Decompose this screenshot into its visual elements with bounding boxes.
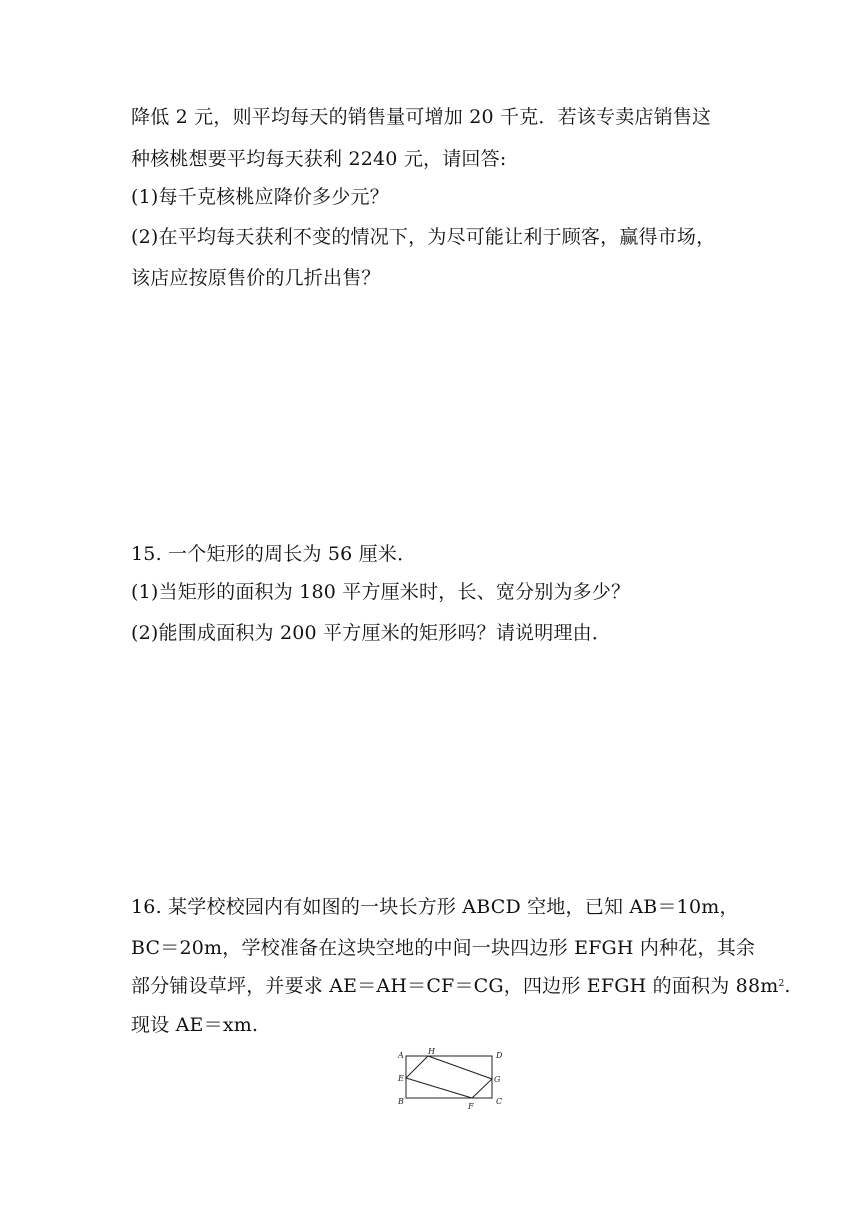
label-c: C <box>496 1097 503 1106</box>
label-e: E <box>398 1074 404 1083</box>
problem14-line1: 降低 2 元，则平均每天的销售量可增加 20 千克．若该专卖店销售这 <box>131 106 712 128</box>
rectangle-figure <box>392 1046 512 1116</box>
area-unit-exponent: 2 <box>778 979 785 989</box>
rectangle-diagram <box>392 1046 512 1116</box>
label-f: F <box>468 1102 474 1111</box>
quadrilateral-efgh <box>406 1056 492 1098</box>
problem16-line4: 现设 AE＝xm. <box>131 1014 259 1036</box>
problem15-question2: (2)能围成面积为 200 平方厘米的矩形吗？请说明理由． <box>131 622 612 644</box>
label-h: H <box>428 1047 435 1056</box>
problem16-line2: BC＝20m，学校准备在这块空地的中间一块四边形 EFGH 内种花，其余 <box>131 937 756 959</box>
label-a: A <box>398 1051 404 1060</box>
problem14-question2-line1: (2)在平均每天获利不变的情况下，为尽可能让利于顾客，赢得市场， <box>131 226 716 248</box>
problem16-line3 <box>131 973 791 999</box>
label-d: D <box>496 1051 503 1060</box>
problem14-line2: 种核桃想要平均每天获利 2240 元，请回答: <box>131 148 507 170</box>
problem14-question1: (1)每千克核桃应降价多少元？ <box>131 186 389 208</box>
problem16-line3-period: . <box>784 975 791 997</box>
problem14-question2-line2: 该店应按原售价的几折出售？ <box>131 267 381 289</box>
label-g: G <box>494 1075 501 1084</box>
problem16-line1: 16. 某学校校园内有如图的一块长方形 ABCD 空地，已知 AB＝10m， <box>131 896 739 918</box>
problem15-question1: (1)当矩形的面积为 180 平方厘米时，长、宽分别为多少？ <box>131 581 631 603</box>
problem15-stem: 15. 一个矩形的周长为 56 厘米． <box>131 543 417 565</box>
problem16-line3-text: 部分铺设草坪，并要求 AE＝AH＝CF＝CG，四边形 EFGH 的面积为 88m <box>131 975 779 997</box>
label-b: B <box>398 1097 404 1106</box>
